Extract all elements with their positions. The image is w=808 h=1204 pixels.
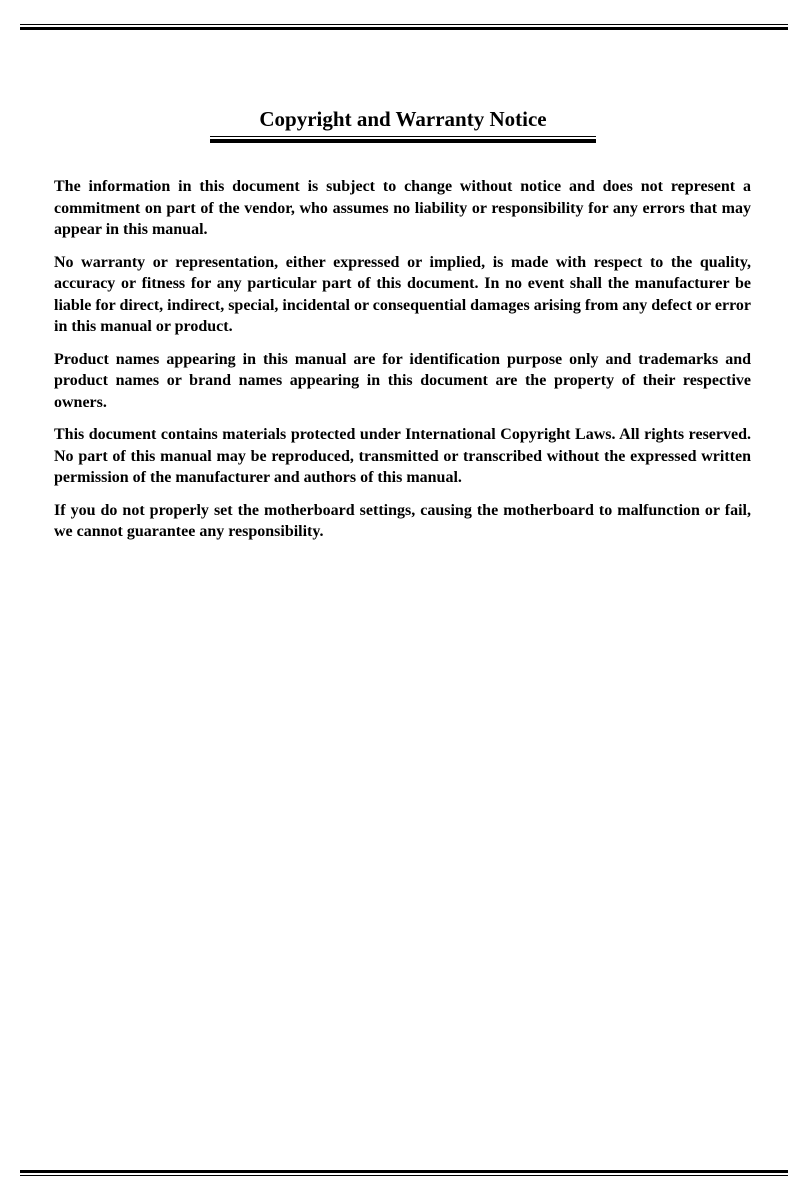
header-rule-thick <box>20 27 788 30</box>
title-block <box>210 106 596 143</box>
title-underline-thick <box>210 139 596 143</box>
header-rule <box>20 24 788 30</box>
paragraph-warranty: No warranty or representation, either expressed or implied, is made with respect to the quality, accuracy or fitness for any particular part of this document. In no event shall the manufacturer be liable for direct, indirect, special, incidental or consequential damages arising from any defect or error in this manual or product. <box>54 253 751 335</box>
footer-rule <box>20 1170 788 1176</box>
header-rule-thin <box>20 24 788 25</box>
notice-body <box>54 176 751 554</box>
page-title: Copyright and Warranty Notice <box>259 107 547 131</box>
footer-rule-thin <box>20 1175 788 1176</box>
paragraph-change-notice: The information in this document is subject to change without notice and does not represent a commitment on part of the vendor, who assumes no liability or responsibility for any errors that may appear in this manual. <box>54 178 751 238</box>
footer-rule-thick <box>20 1170 788 1173</box>
title-underline-thin <box>210 136 596 137</box>
paragraph-settings-disclaimer: If you do not properly set the motherboard settings, causing the motherboard to malfunction or fail, we cannot guarantee any responsibility. <box>54 501 751 540</box>
paragraph-trademarks: Product names appearing in this manual are for identification purpose only and trademarks and product names or brand names appearing in this document are the property of their respective owners. <box>54 350 751 411</box>
paragraph-copyright: This document contains materials protected under International Copyright Laws. All rights reserved. No part of this manual may be reproduced, transmitted or transcribed without the expressed written permission of the manufacturer and authors of this manual. <box>54 426 751 486</box>
